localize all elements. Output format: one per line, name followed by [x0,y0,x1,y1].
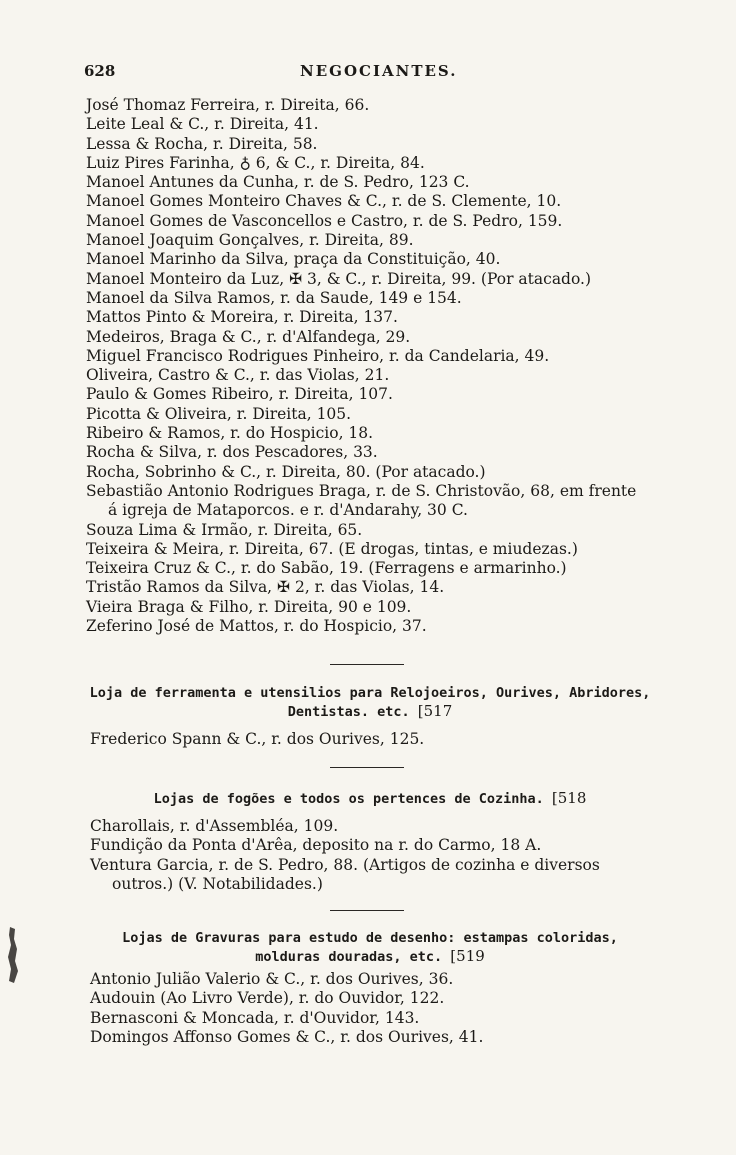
section-list [90,817,690,894]
list-item: Antonio Julião Valerio & C., r. dos Ourives, 36. [90,970,454,988]
list-item: Medeiros, Braga & C., r. d'Alfandega, 29. [86,327,411,346]
section-heading-line: Loja de ferramenta e utensilios para Relojoeiros, Ourives, Abridores, [89,685,651,701]
section-heading-line: Lojas de fogões e todos os pertences de Cozinha. [153,791,544,807]
page-number: 628 [84,62,116,80]
page-edge-stain [6,925,22,985]
section-heading [60,789,680,808]
section-heading-line: molduras douradas, etc. [255,949,443,965]
list-item: Audouin (Ao Livro Verde), r. do Ouvidor, 122. [90,989,445,1008]
list-item: Leite Leal & C., r. Direita, 41. [86,115,319,134]
list-item: Teixeira Cruz & C., r. do Sabão, 19. (Ferragens e armarinho.) [86,559,567,578]
list-item: Tristão Ramos da Silva, ✠ 2, r. das Violas, 14. [86,578,445,597]
section-number: [517 [417,702,453,720]
section-heading [60,929,680,966]
list-item: Domingos Affonso Gomes & C., r. dos Ourives, 41. [90,1027,484,1046]
list-item: Manoel Joaquim Gonçalves, r. Direita, 89. [86,231,414,250]
running-title: NEGOCIANTES. [300,62,458,80]
merchant-list [86,96,686,636]
list-item: Manoel Antunes da Cunha, r. de S. Pedro, 123 C. [86,173,470,192]
section-number: [519 [450,947,485,965]
list-item: Ribeiro & Ramos, r. do Hospicio, 18. [86,424,374,443]
section-list [90,970,690,1047]
list-item: Zeferino José de Mattos, r. do Hospicio, 37. [86,617,427,636]
list-item: Manoel Gomes Monteiro Chaves & C., r. de S. Clemente, 10. [86,192,562,211]
section-divider [330,664,404,665]
list-item: Bernasconi & Moncada, r. d'Ouvidor, 143. [90,1008,420,1027]
page-header [84,62,684,86]
section-heading-line: Dentistas. etc. [287,704,410,720]
list-item: José Thomaz Ferreira, r. Direita, 66. [86,96,370,114]
list-item-continuation: á igreja de Mataporcos. e r. d'Andarahy, 30 C. [108,501,468,520]
list-item: Manoel da Silva Ramos, r. da Saude, 149 e 154. [86,288,462,307]
section-heading-line [60,947,680,966]
list-item: Charollais, r. d'Assembléa, 109. [90,817,339,835]
list-item: Oliveira, Castro & C., r. das Violas, 21. [86,366,390,385]
list-item: Ventura Garcia, r. de S. Pedro, 88. (Artigos de cozinha e diversos [90,855,600,874]
list-item: Paulo & Gomes Ribeiro, r. Direita, 107. [86,385,393,404]
list-item: Vieira Braga & Filho, r. Direita, 90 e 109. [86,597,412,616]
section-list [90,730,690,749]
list-item: Luiz Pires Farinha, ♁ 6, & C., r. Direita, 84. [86,153,425,172]
list-item: Rocha, Sobrinho & C., r. Direita, 80. (Por atacado.) [86,462,486,481]
list-item: Picotta & Oliveira, r. Direita, 105. [86,404,352,423]
section-number: [518 [551,789,587,807]
list-item: Manoel Gomes de Vasconcellos e Castro, r. de S. Pedro, 159. [86,211,563,230]
list-item: Manoel Marinho da Silva, praça da Constituição, 40. [86,250,501,269]
section-heading-line: Lojas de Gravuras para estudo de desenho: estampas coloridas, [122,930,618,946]
list-item: Souza Lima & Irmão, r. Direita, 65. [86,520,363,539]
section-heading [60,684,680,721]
section-divider [330,767,404,768]
list-item: Frederico Spann & C., r. dos Ourives, 125. [90,730,425,748]
list-item-continuation: outros.) (V. Notabilidades.) [112,874,323,893]
list-item: Fundição da Ponta d'Arêa, deposito na r. do Carmo, 18 A. [90,836,542,855]
list-item: Lessa & Rocha, r. Direita, 58. [86,134,318,153]
section-heading-line [60,702,680,721]
section-divider [330,910,404,911]
list-item: Manoel Monteiro da Luz, ✠ 3, & C., r. Direita, 99. (Por atacado.) [86,269,592,288]
list-item: Mattos Pinto & Moreira, r. Direita, 137. [86,308,398,327]
list-item: Miguel Francisco Rodrigues Pinheiro, r. da Candelaria, 49. [86,346,550,365]
list-item: Teixeira & Meira, r. Direita, 67. (E drogas, tintas, e miudezas.) [86,539,578,558]
list-item: Rocha & Silva, r. dos Pescadores, 33. [86,443,378,462]
list-item: Sebastião Antonio Rodrigues Braga, r. de S. Christovão, 68, em frente [86,481,637,500]
section-heading-line [60,789,680,808]
